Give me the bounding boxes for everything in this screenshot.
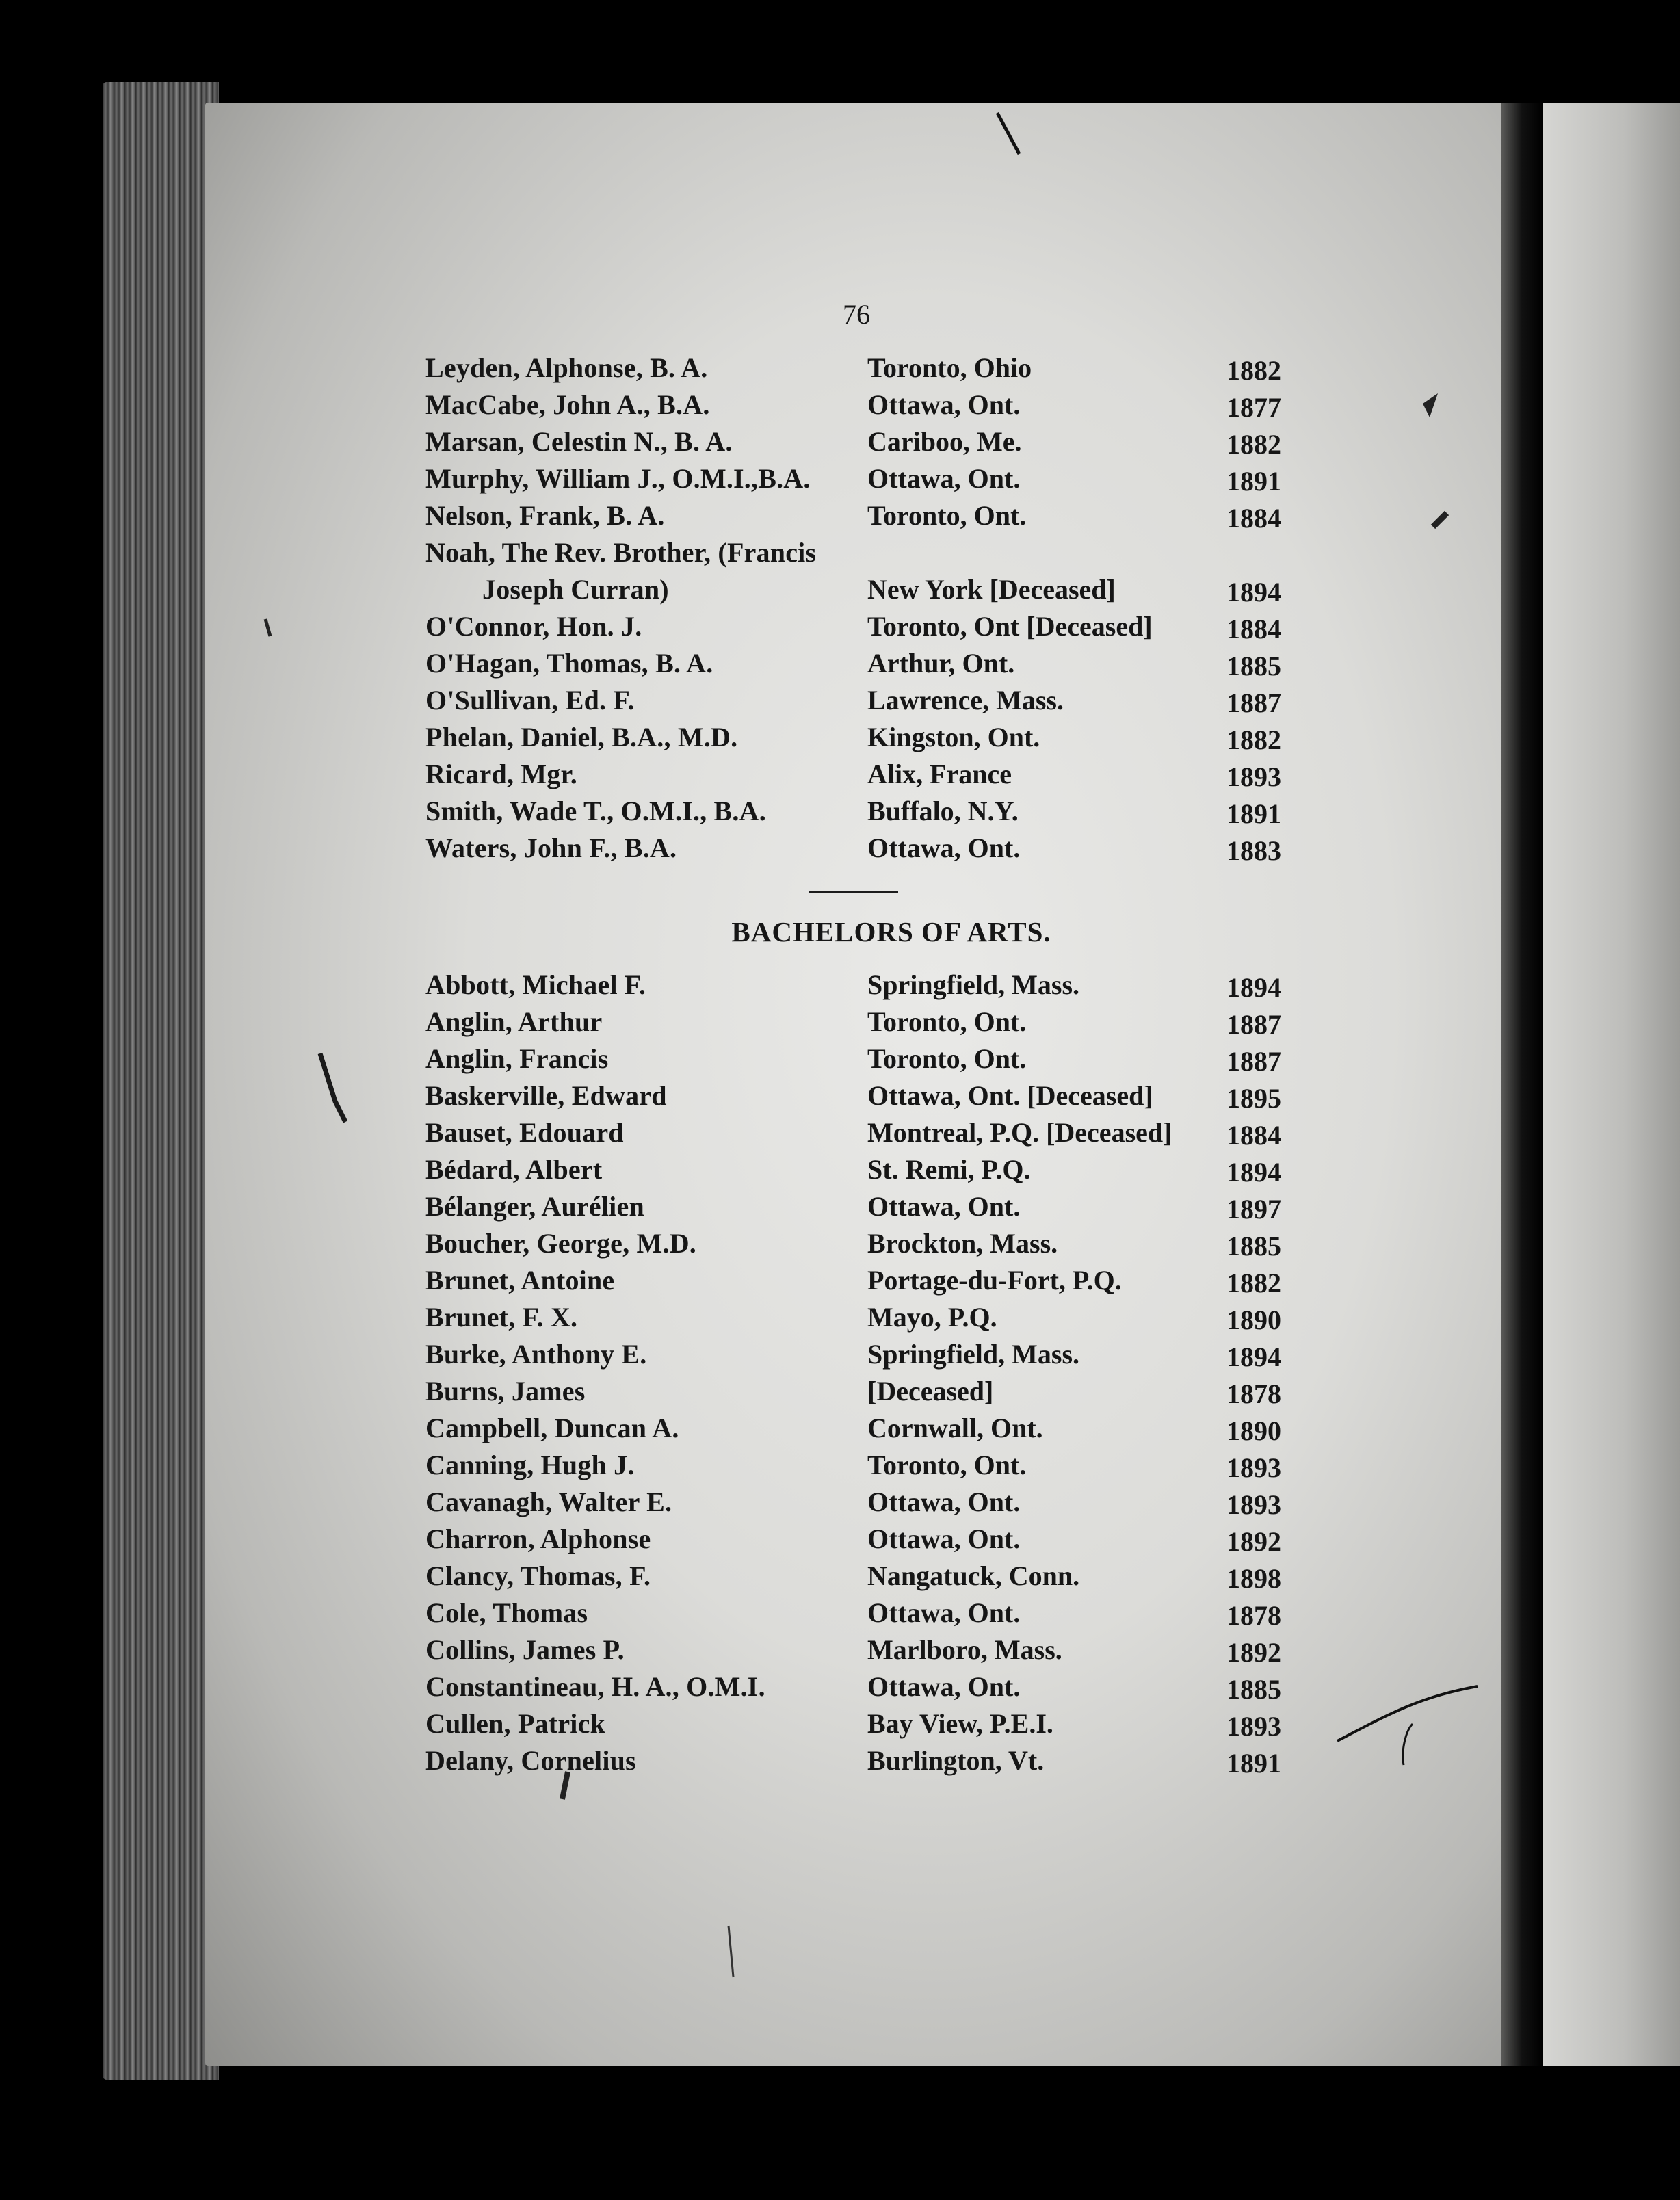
entry-year: 1882: [1226, 1268, 1281, 1298]
entry-year: 1890: [1226, 1415, 1281, 1446]
entry-place: Toronto, Ohio: [867, 352, 1032, 383]
entry-year: 1891: [1226, 798, 1281, 829]
entry-place: [Deceased]: [867, 1376, 994, 1406]
entry-year: 1885: [1226, 1674, 1281, 1705]
entry-place: Toronto, Ont [Deceased]: [867, 611, 1153, 642]
entry-place: Ottawa, Ont.: [867, 1191, 1021, 1222]
entry-name: Bélanger, Aurélien: [425, 1191, 644, 1222]
entry-year: 1894: [1226, 1341, 1281, 1372]
entry-name: Charron, Alphonse: [425, 1523, 651, 1554]
entry-place: Cornwall, Ont.: [867, 1413, 1043, 1443]
entry-name: Cavanagh, Walter E.: [425, 1487, 672, 1517]
page-number: 76: [843, 299, 870, 330]
entry-name: O'Sullivan, Ed. F.: [425, 685, 635, 716]
entry-year: 1878: [1226, 1600, 1281, 1631]
entry-name: Waters, John F., B.A.: [425, 833, 677, 863]
entry-place: Kingston, Ont.: [867, 722, 1040, 752]
entry-name: Smith, Wade T., O.M.I., B.A.: [425, 796, 766, 826]
entry-place: Arthur, Ont.: [867, 648, 1015, 679]
entry-place: Bay View, P.E.I.: [867, 1708, 1053, 1739]
entry-name: Abbott, Michael F.: [425, 969, 646, 1000]
entry-name: Baskerville, Edward: [425, 1080, 667, 1111]
entry-year: 1885: [1226, 651, 1281, 681]
entry-year: 1893: [1226, 1489, 1281, 1520]
entry-place: St. Remi, P.Q.: [867, 1154, 1031, 1185]
entry-place: New York [Deceased]: [867, 574, 1116, 605]
entry-name: Bédard, Albert: [425, 1154, 603, 1185]
entry-name: Cullen, Patrick: [425, 1708, 605, 1739]
entry-year: 1895: [1226, 1083, 1281, 1114]
entry-place: Ottawa, Ont.: [867, 1487, 1021, 1517]
entry-place: Ottawa, Ont.: [867, 1523, 1021, 1554]
entry-name: Anglin, Arthur: [425, 1006, 603, 1037]
entry-year: 1892: [1226, 1526, 1281, 1557]
entry-place: Ottawa, Ont.: [867, 833, 1021, 863]
entry-place: Montreal, P.Q. [Deceased]: [867, 1117, 1172, 1148]
entry-place: Mayo, P.Q.: [867, 1302, 997, 1333]
entry-place: Springfield, Mass.: [867, 1339, 1080, 1370]
entry-year: 1882: [1226, 429, 1281, 460]
entry-place: Nangatuck, Conn.: [867, 1560, 1080, 1591]
entry-place: Marlboro, Mass.: [867, 1634, 1062, 1665]
entry-place: Toronto, Ont.: [867, 1043, 1027, 1074]
entry-place: Toronto, Ont.: [867, 1006, 1027, 1037]
entry-year: 1894: [1226, 972, 1281, 1003]
entry-name: Noah, The Rev. Brother, (Francis: [425, 537, 817, 568]
entry-year: 1892: [1226, 1637, 1281, 1668]
entry-place: Toronto, Ont.: [867, 500, 1027, 531]
entry-year: 1887: [1226, 1046, 1281, 1077]
entry-name: Bauset, Edouard: [425, 1117, 624, 1148]
entry-place: Alix, France: [867, 759, 1012, 789]
entry-name: Delany, Cornelius: [425, 1745, 636, 1776]
entry-name: Burns, James: [425, 1376, 586, 1406]
entry-place: Buffalo, N.Y.: [867, 796, 1019, 826]
entry-year: 1891: [1226, 1748, 1281, 1779]
entry-name: Burke, Anthony E.: [425, 1339, 647, 1370]
entry-name: Anglin, Francis: [425, 1043, 609, 1074]
entry-year: 1877: [1226, 392, 1281, 423]
entry-year: 1890: [1226, 1305, 1281, 1335]
entry-year: 1884: [1226, 1120, 1281, 1151]
entry-name: Cole, Thomas: [425, 1597, 588, 1628]
entry-name: Marsan, Celestin N., B. A.: [425, 426, 733, 457]
entry-name: Murphy, William J., O.M.I.,B.A.: [425, 463, 811, 494]
entry-place: Ottawa, Ont.: [867, 463, 1021, 494]
entry-year: 1882: [1226, 724, 1281, 755]
entry-year: 1898: [1226, 1563, 1281, 1594]
entry-place: Ottawa, Ont.: [867, 1597, 1021, 1628]
entry-name: Phelan, Daniel, B.A., M.D.: [425, 722, 738, 752]
entry-name: MacCabe, John A., B.A.: [425, 389, 710, 420]
entry-year: 1884: [1226, 503, 1281, 534]
entry-place: Ottawa, Ont. [Deceased]: [867, 1080, 1153, 1111]
entry-place: Toronto, Ont.: [867, 1450, 1027, 1480]
entry-name: Nelson, Frank, B. A.: [425, 500, 665, 531]
entry-name: Brunet, F. X.: [425, 1302, 578, 1333]
entry-place: Burlington, Vt.: [867, 1745, 1045, 1776]
entry-year: 1885: [1226, 1231, 1281, 1261]
entry-place: Springfield, Mass.: [867, 969, 1080, 1000]
entry-place: Ottawa, Ont.: [867, 1671, 1021, 1702]
entry-name: Boucher, George, M.D.: [425, 1228, 696, 1259]
entry-year: 1891: [1226, 466, 1281, 497]
entry-name: Clancy, Thomas, F.: [425, 1560, 651, 1591]
entry-name: Leyden, Alphonse, B. A.: [425, 352, 708, 383]
entry-place: Brockton, Mass.: [867, 1228, 1058, 1259]
entry-year: 1882: [1226, 355, 1281, 386]
entry-name: O'Connor, Hon. J.: [425, 611, 642, 642]
entry-year: 1887: [1226, 688, 1281, 718]
entry-name: O'Hagan, Thomas, B. A.: [425, 648, 713, 679]
entry-year: 1884: [1226, 614, 1281, 644]
entry-name: Brunet, Antoine: [425, 1265, 615, 1296]
entry-name: Collins, James P.: [425, 1634, 625, 1665]
entry-place: Cariboo, Me.: [867, 426, 1022, 457]
entry-year: 1893: [1226, 1711, 1281, 1742]
entry-name: Ricard, Mgr.: [425, 759, 577, 789]
entry-year: 1893: [1226, 1452, 1281, 1483]
entry-year: 1887: [1226, 1009, 1281, 1040]
entry-year: 1894: [1226, 1157, 1281, 1188]
entry-name: Campbell, Duncan A.: [425, 1413, 679, 1443]
entry-year: 1897: [1226, 1194, 1281, 1225]
entry-year: 1894: [1226, 577, 1281, 607]
entry-name: Canning, Hugh J.: [425, 1450, 635, 1480]
entry-place: Ottawa, Ont.: [867, 389, 1021, 420]
entry-name: Constantineau, H. A., O.M.I.: [425, 1671, 765, 1702]
entry-year: 1893: [1226, 761, 1281, 792]
section-heading: BACHELORS OF ARTS.: [731, 916, 1051, 947]
entry-year: 1878: [1226, 1378, 1281, 1409]
entry-place: Lawrence, Mass.: [867, 685, 1064, 716]
entry-year: 1883: [1226, 835, 1281, 866]
entry-place: Portage-du-Fort, P.Q.: [867, 1265, 1122, 1296]
entry-name: Joseph Curran): [482, 574, 669, 605]
